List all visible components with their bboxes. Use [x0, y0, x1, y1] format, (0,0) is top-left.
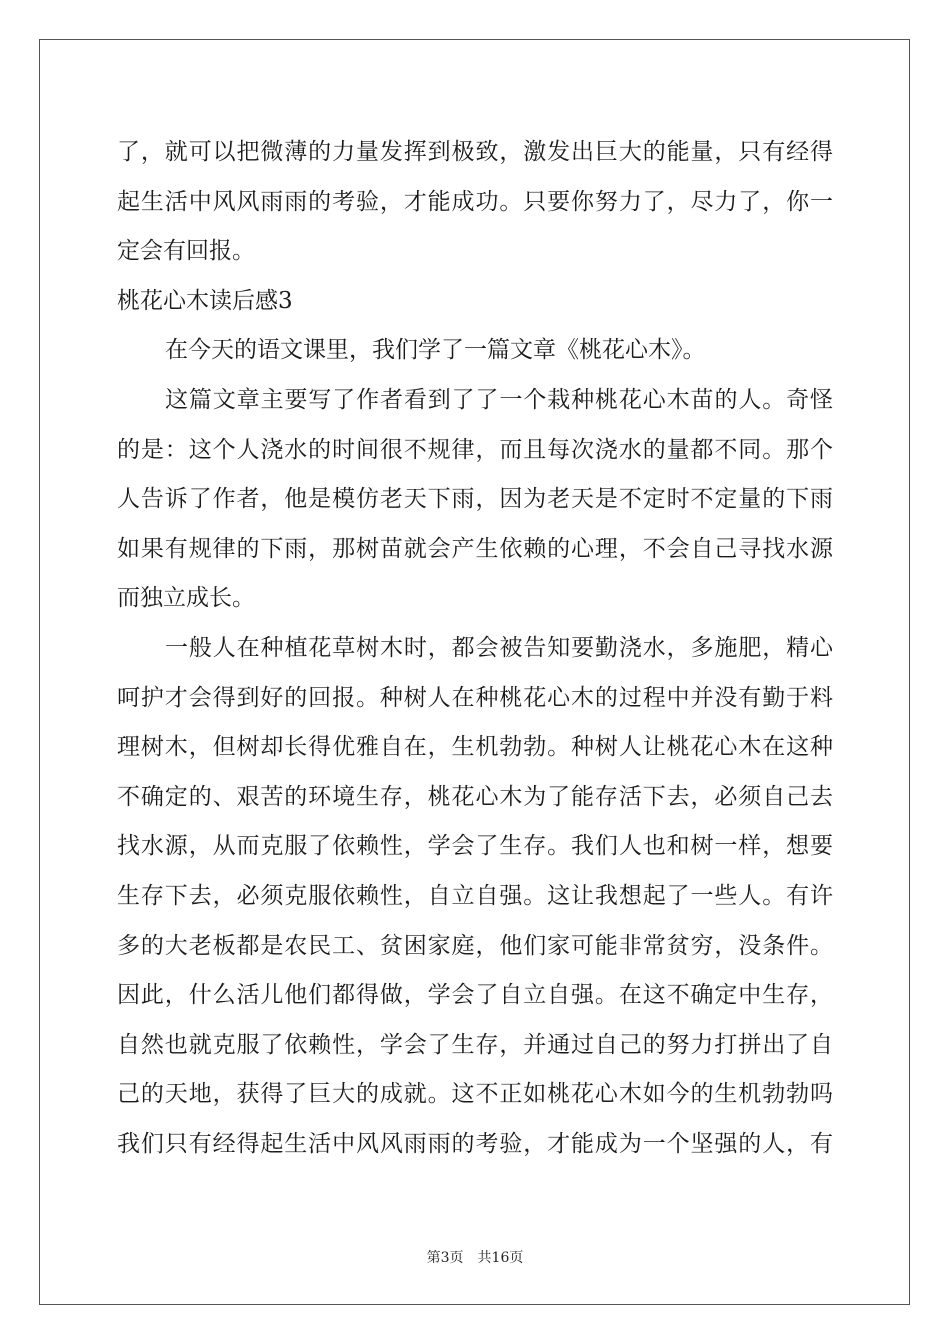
- paragraph-line: 自然也就克服了依赖性，学会了生存，并通过自己的努力打拼出了自: [117, 1031, 833, 1058]
- paragraph-line: 而独立成长。: [117, 585, 255, 612]
- page-total: 共16页: [477, 1250, 524, 1266]
- paragraph-line: 一般人在种植花草树木时，都会被告知要勤浇水，多施肥，精心: [165, 634, 833, 661]
- paragraph-line: 人告诉了作者，他是模仿老天下雨，因为老天是不定时不定量的下雨: [117, 486, 833, 513]
- paragraph-line: 如果有规律的下雨，那树苗就会产生依赖的心理，不会自己寻找水源: [117, 535, 833, 562]
- paragraph-line: 因此，什么活儿他们都得做，学会了自立自强。在这不确定中生存，: [117, 982, 833, 1009]
- paragraph-line: 多的大老板都是农民工、贫困家庭，他们家可能非常贫穷，没条件。: [117, 932, 833, 959]
- paragraph-line: 这篇文章主要写了作者看到了了一个栽种桃花心木苗的人。奇怪: [165, 386, 833, 413]
- paragraph-line: 起生活中风风雨雨的考验，才能成功。只要你努力了，尽力了，你一: [117, 188, 833, 215]
- paragraph-line: 的是：这个人浇水的时间很不规律，而且每次浇水的量都不同。那个: [117, 436, 833, 463]
- paragraph-line: 了，就可以把微薄的力量发挥到极致，激发出巨大的能量，只有经得: [117, 139, 833, 165]
- paragraph-line: 我们只有经得起生活中风风雨雨的考验，才能成为一个坚强的人，有: [117, 1130, 833, 1157]
- paragraph-line: 呵护才会得到好的回报。种树人在种桃花心木的过程中并没有勤于料: [117, 684, 833, 711]
- paragraph-line: 理树木，但树却长得优雅自在，生机勃勃。种树人让桃花心木在这种: [117, 734, 833, 761]
- paragraph-line: 在今天的语文课里，我们学了一篇文章《桃花心木》。: [165, 337, 706, 364]
- document-body: [117, 128, 833, 1169]
- paragraph-line: 生存下去，必须克服依赖性，自立自强。这让我想起了一些人。有许: [117, 882, 833, 909]
- paragraph-line: 己的天地，获得了巨大的成就。这不正如桃花心木如今的生机勃勃吗: [117, 1081, 833, 1108]
- paragraph-line: 不确定的、艰苦的环境生存，桃花心木为了能存活下去，必须自己去: [117, 783, 833, 810]
- paragraph-line: 找水源，从而克服了依赖性，学会了生存。我们人也和树一样，想要: [117, 833, 833, 860]
- section-heading: 桃花心木读后感3: [117, 287, 293, 314]
- page-number: 第3页: [426, 1250, 464, 1266]
- page-footer: [0, 1247, 950, 1267]
- paragraph-line: 定会有回报。: [117, 238, 255, 265]
